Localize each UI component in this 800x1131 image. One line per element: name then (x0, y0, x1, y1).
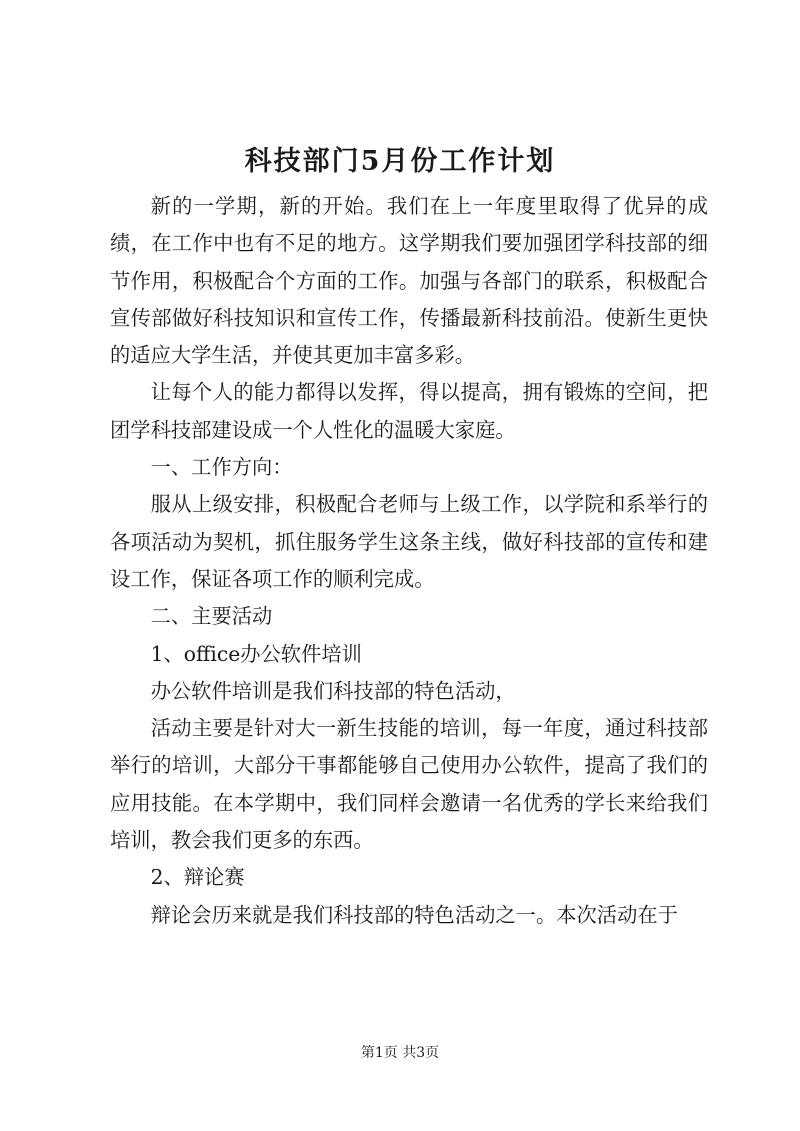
paragraph-intro: 新的一学期，新的开始。我们在上一年度里取得了优异的成绩，在工作中也有不足的地方。这学期我们要加强团学科技部的细节作用，积极配合个方面的工作。加强与各部门的联系，积极配合宣传部做好科技知识和宣传工作，传播最新科技前沿。使新生更快的适应大学生活，并使其更加丰富多彩。 (110, 194, 708, 368)
subheading-office-training: 1、office办公软件培训 (150, 641, 362, 666)
paragraph-office-training-intro: 办公软件培训是我们科技部的特色活动， (150, 678, 516, 703)
paragraph-work-direction: 服从上级安排，积极配合老师与上级工作，以学院和系举行的各项活动为契机，抓住服务学生这条主线，做好科技部的宣传和建设工作，保证各项工作的顺利完成。 (110, 492, 708, 591)
paragraph-goal: 让每个人的能力都得以发挥，得以提高，拥有锻炼的空间，把团学科技部建设成一个人性化的温暖大家庭。 (110, 380, 708, 442)
document-title: 科技部门5月份工作计划 (244, 146, 556, 177)
section-heading-work-direction: 一、工作方向： (150, 455, 293, 480)
paragraph-debate: 辩论会历来就是我们科技部的特色活动之一。本次活动在于 (150, 902, 678, 927)
subheading-debate: 2、辩论赛 (150, 865, 245, 890)
paragraph-office-training-detail: 活动主要是针对大一新生技能的培训，每一年度，通过科技部举行的培训，大部分干事都能够自己使用办公软件，提高了我们的应用技能。在本学期中，我们同样会邀请一名优秀的学长来给我们培训，教会我们更多的东西。 (110, 716, 708, 853)
page-number-footer: 第1页 共3页 (360, 1045, 440, 1061)
document-body (110, 188, 708, 934)
section-heading-main-activities: 二、主要活动 (150, 604, 273, 629)
